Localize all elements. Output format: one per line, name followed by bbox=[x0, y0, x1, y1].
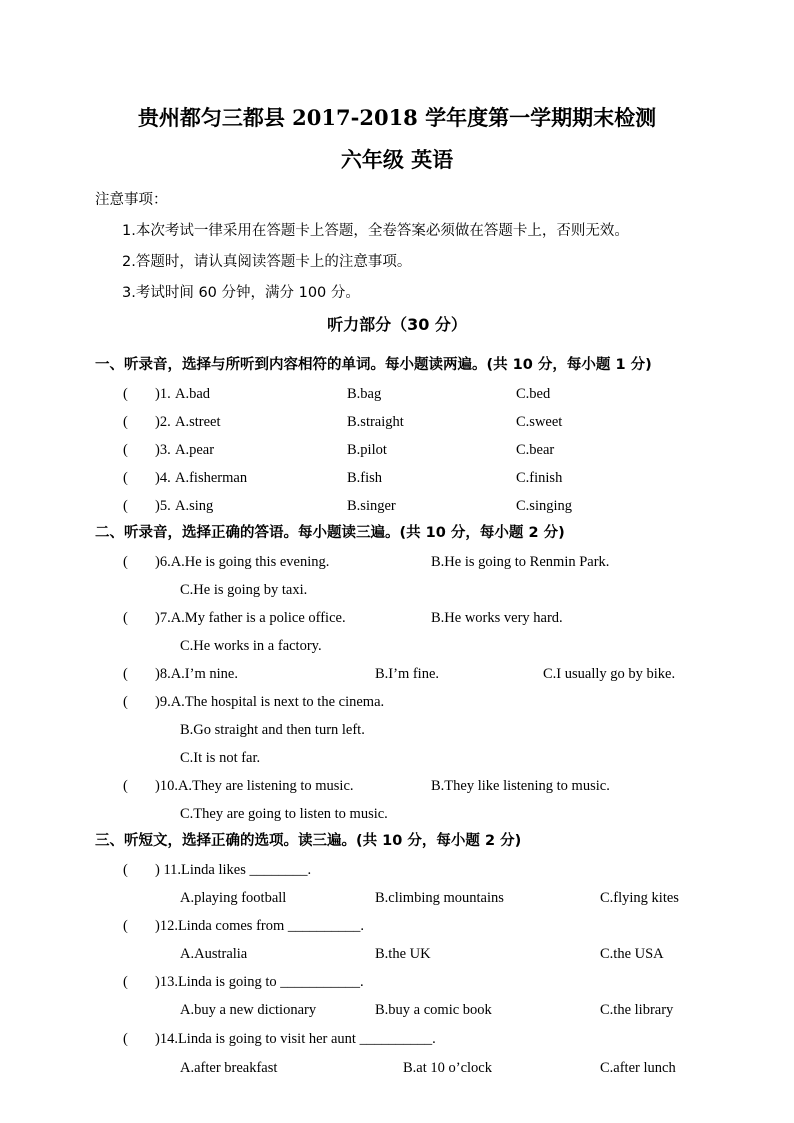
option-b: B.He works very hard. bbox=[431, 610, 563, 626]
option-a: A.street bbox=[175, 414, 221, 430]
option-b: B.straight bbox=[347, 414, 404, 430]
option-c: C.I usually go by bike. bbox=[543, 666, 676, 682]
notice-title: 注意事项： bbox=[95, 192, 168, 208]
option-b: B.climbing mountains bbox=[375, 890, 504, 906]
option-c: C.after lunch bbox=[600, 1060, 676, 1076]
option-c: C.flying kites bbox=[600, 890, 679, 906]
question-stem: ) 11.Linda likes ________. bbox=[155, 862, 312, 878]
option-b: B.pilot bbox=[347, 442, 387, 458]
option-b: B.singer bbox=[347, 498, 396, 514]
option-b: B.bag bbox=[347, 386, 382, 402]
option-a: )10.A.They are listening to music. bbox=[155, 778, 354, 794]
question-number: )4. bbox=[155, 470, 171, 486]
question-number: )1. bbox=[155, 386, 171, 402]
section-1-heading: 一、听录音，选择与所听到内容相符的单词。每小题读两遍。(共 10 分，每小题 1 分) bbox=[95, 357, 652, 373]
option-b: B.the UK bbox=[375, 946, 431, 962]
question-stem: )14.Linda is going to visit her aunt __________. bbox=[155, 1031, 436, 1047]
option-b: B.I’m fine. bbox=[375, 666, 440, 682]
option-a: A.pear bbox=[175, 442, 215, 458]
question-number: )3. bbox=[155, 442, 171, 458]
answer-paren: ( bbox=[123, 442, 128, 458]
exam-title: 贵州都匀三都县 2017-2018 学年度第一学期期末检测 bbox=[137, 105, 657, 130]
option-c: C.He works in a factory. bbox=[180, 638, 322, 654]
option-c: C.the USA bbox=[600, 946, 664, 962]
option-a: A.buy a new dictionary bbox=[180, 1002, 317, 1018]
option-a: A.Australia bbox=[180, 946, 248, 962]
option-c: C.bear bbox=[516, 442, 555, 458]
option-b: B.fish bbox=[347, 470, 383, 486]
answer-paren: ( bbox=[123, 470, 128, 486]
option-b: B.Go straight and then turn left. bbox=[180, 722, 365, 738]
option-a: )6.A.He is going this evening. bbox=[155, 554, 330, 570]
option-c: C.He is going by taxi. bbox=[180, 582, 308, 598]
answer-paren: ( bbox=[123, 554, 128, 570]
question-number: )2. bbox=[155, 414, 171, 430]
answer-paren: ( bbox=[123, 918, 128, 934]
listening-section-title: 听力部分（30 分） bbox=[327, 315, 467, 334]
option-a: )8.A.I’m nine. bbox=[155, 666, 238, 682]
section-2-heading: 二、听录音，选择正确的答语。每小题读三遍。(共 10 分，每小题 2 分) bbox=[95, 525, 565, 541]
option-b: B.buy a comic book bbox=[375, 1002, 492, 1018]
option-c: C.bed bbox=[516, 386, 551, 402]
option-b: B.He is going to Renmin Park. bbox=[431, 554, 610, 570]
answer-paren: ( bbox=[123, 862, 128, 878]
option-a: A.fisherman bbox=[175, 470, 248, 486]
option-c: C.finish bbox=[516, 470, 563, 486]
option-b: B.at 10 o’clock bbox=[403, 1060, 492, 1076]
answer-paren: ( bbox=[123, 778, 128, 794]
question-number: )5. bbox=[155, 498, 171, 514]
option-a: )9.A.The hospital is next to the cinema. bbox=[155, 694, 385, 710]
section-3-heading: 三、听短文，选择正确的选项。读三遍。(共 10 分，每小题 2 分) bbox=[95, 833, 522, 849]
option-a: )7.A.My father is a police office. bbox=[155, 610, 346, 626]
option-a: A.after breakfast bbox=[180, 1060, 278, 1076]
answer-paren: ( bbox=[123, 386, 128, 402]
option-c: C.singing bbox=[516, 498, 572, 514]
option-c: C.sweet bbox=[516, 414, 563, 430]
question-stem: )13.Linda is going to ___________. bbox=[155, 974, 364, 990]
answer-paren: ( bbox=[123, 974, 128, 990]
option-b: B.They like listening to music. bbox=[431, 778, 610, 794]
notice-item: 3.考试时间 60 分钟，满分 100 分。 bbox=[122, 285, 360, 301]
option-c: C.It is not far. bbox=[180, 750, 261, 766]
option-c: C.the library bbox=[600, 1002, 674, 1018]
answer-paren: ( bbox=[123, 498, 128, 514]
answer-paren: ( bbox=[123, 610, 128, 626]
option-a: A.bad bbox=[175, 386, 211, 402]
option-a: A.sing bbox=[175, 498, 214, 514]
question-stem: )12.Linda comes from __________. bbox=[155, 918, 365, 934]
option-c: C.They are going to listen to music. bbox=[180, 806, 388, 822]
notice-item: 2.答题时，请认真阅读答题卡上的注意事项。 bbox=[122, 254, 412, 270]
answer-paren: ( bbox=[123, 1031, 128, 1047]
answer-paren: ( bbox=[123, 414, 128, 430]
notice-item: 1.本次考试一律采用在答题卡上答题，全卷答案必须做在答题卡上，否则无效。 bbox=[122, 223, 629, 239]
answer-paren: ( bbox=[123, 694, 128, 710]
exam-subtitle: 六年级 英语 bbox=[340, 147, 454, 172]
option-a: A.playing football bbox=[180, 890, 287, 906]
answer-paren: ( bbox=[123, 666, 128, 682]
